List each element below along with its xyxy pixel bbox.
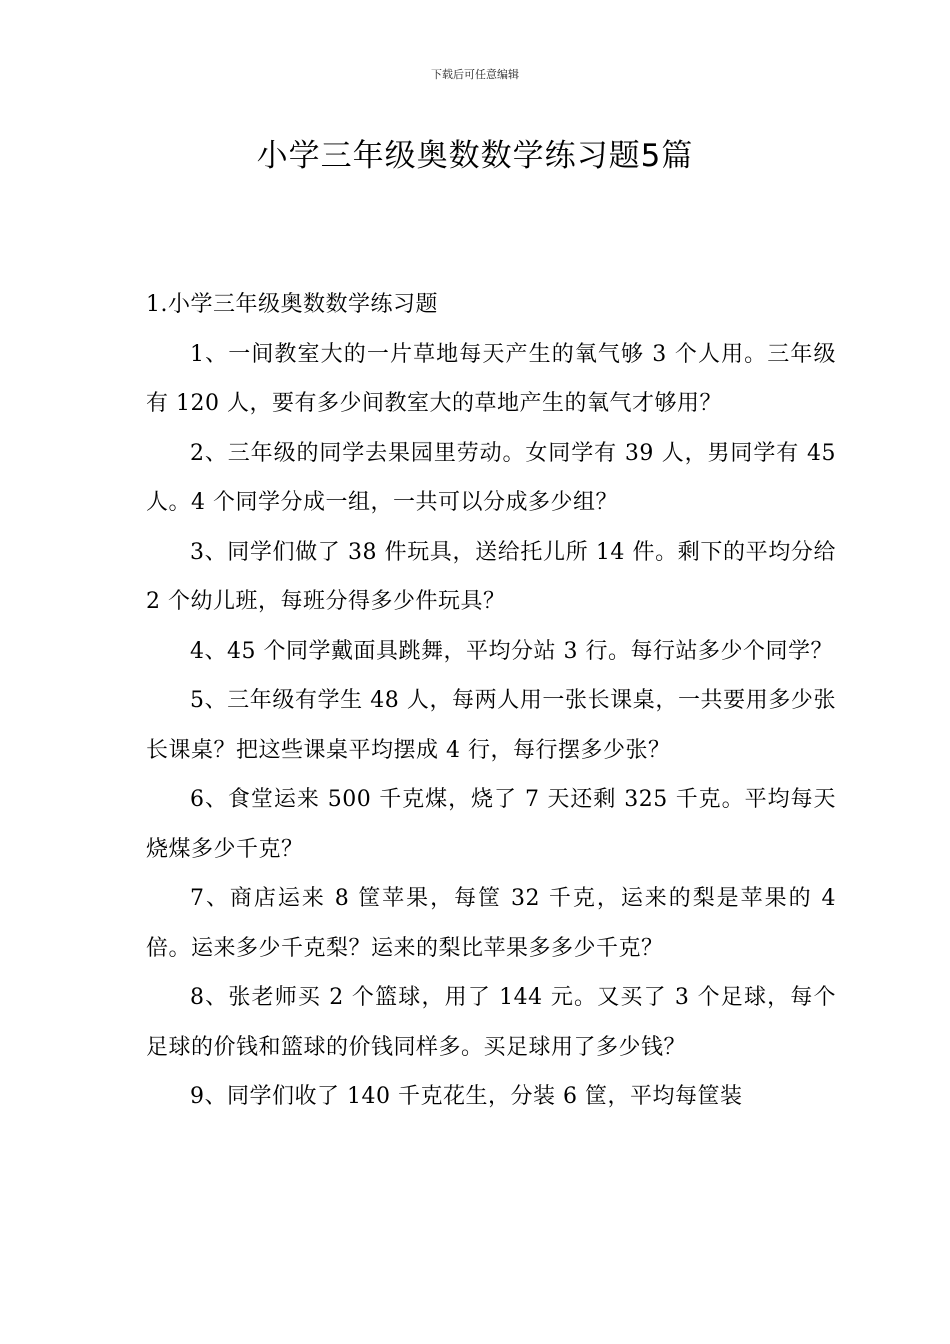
question-3: 3、同学们做了 38 件玩具，送给托儿所 14 件。剩下的平均分给 2 个幼儿班，每班分得多少件玩具？: [146, 539, 836, 614]
document-title: 小学三年级奥数数学练习题5篇: [256, 138, 694, 174]
question-7: 7、商店运来 8 筐苹果，每筐 32 千克，运来的梨是苹果的 4 倍。运来多少千克梨？运来的梨比苹果多多少千克？: [146, 886, 836, 961]
question-5: 5、三年级有学生 48 人，每两人用一张长课桌，一共要用多少张长课桌？把这些课桌平均摆成 4 行，每行摆多少张？: [146, 688, 836, 763]
question-9: 9、同学们收了 140 千克花生，分装 6 筐，平均每筐装: [190, 1084, 743, 1109]
section-heading: 1.小学三年级奥数数学练习题: [146, 292, 438, 317]
document-body: [146, 280, 836, 1122]
question-6: 6、食堂运来 500 千克煤，烧了 7 天还剩 325 千克。平均每天烧煤多少千克？: [146, 787, 836, 862]
question-4: 4、45 个同学戴面具跳舞，平均分站 3 行。每行站多少个同学？: [190, 638, 833, 664]
header-note: 下载后可任意编辑: [431, 68, 519, 81]
question-1: 1、一间教室大的一片草地每天产生的氧气够 3 个人用。三年级有 120 人，要有多少间教室大的草地产生的氧气才够用？: [146, 341, 836, 416]
question-2: 2、三年级的同学去果园里劳动。女同学有 39 人，男同学有 45 人。4 个同学分成一组，一共可以分成多少组？: [146, 440, 836, 515]
question-8: 8、张老师买 2 个篮球，用了 144 元。又买了 3 个足球，每个足球的价钱和篮球的价钱同样多。买足球用了多少钱？: [146, 985, 836, 1060]
